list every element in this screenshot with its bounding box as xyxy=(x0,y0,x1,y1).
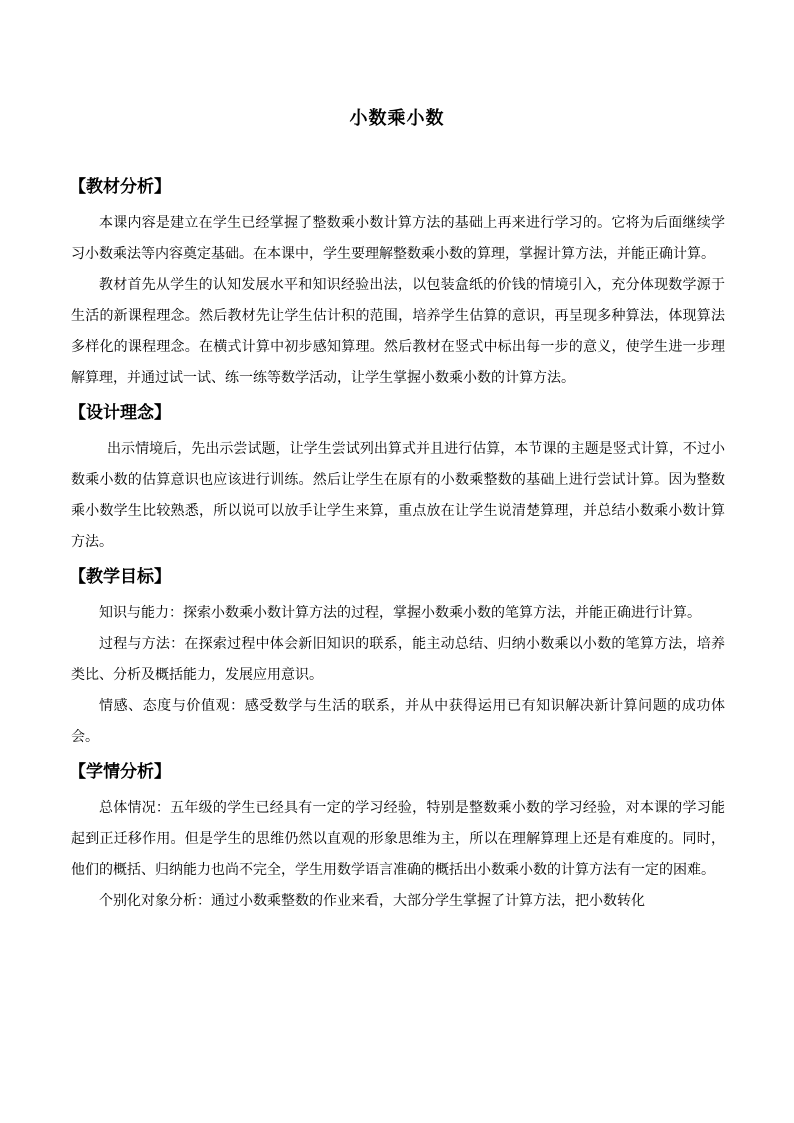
page-title: 小数乘小数 xyxy=(349,108,445,129)
paragraph: 过程与方法：在探索过程中体会新旧知识的联系，能主动总结、归纳小数乘以小数的笔算方法，培养类比、分析及概括能力，发展应用意识。 xyxy=(71,636,725,683)
paragraph: 总体情况：五年级的学生已经具有一定的学习经验，特别是整数乘小数的学习经验，对本课的学习能起到正迁移作用。但是学生的思维仍然以直观的形象思维为主，所以在理解算理上还是有难度的。同时，他们的概括、归纳能力也尚不完全，学生用数学语言准确的概括出小数乘小数的计算方法有一定的困难。 xyxy=(71,800,725,878)
paragraph: 情感、态度与价值观：感受数学与生活的联系，并从中获得运用已有知识解决新计算问题的成功体会。 xyxy=(71,698,725,745)
paragraph: 出示情境后，先出示尝试题，让学生尝试列出算式并且进行估算，本节课的主题是竖式计算，不过小数乘小数的估算意识也应该进行训练。然后让学生在原有的小数乘整数的基础上进行尝试计算。因为整数乘小数学生比较熟悉，所以说可以放手让学生来算，重点放在让学生说清楚算理，并总结小数乘小数计算方法。 xyxy=(71,441,725,550)
section-teaching-goals xyxy=(71,564,725,753)
section-heading: 【设计理念】 xyxy=(69,403,171,423)
section-student-analysis xyxy=(71,759,725,917)
section-heading: 【教材分析】 xyxy=(69,177,171,197)
paragraph: 知识与能力：探索小数乘小数计算方法的过程，掌握小数乘小数的笔算方法，并能正确进行计算。 xyxy=(99,605,701,621)
section-heading: 【学情分析】 xyxy=(69,762,171,782)
document-body xyxy=(71,168,725,917)
section-textbook-analysis xyxy=(71,174,725,394)
paragraph: 本课内容是建立在学生已经掌握了整数乘小数计算方法的基础上再来进行学习的。它将为后面继续学习小数乘法等内容奠定基础。在本课中，学生要理解整数乘小数的算理，掌握计算方法，并能正确计算。 xyxy=(71,215,725,262)
paragraph: 教材首先从学生的认知发展水平和知识经验出法，以包装盒纸的价钱的情境引入，充分体现数学源于生活的新课程理念。然后教材先让学生估计积的范围，培养学生估算的意识，再呈现多种算法，体现算法多样化的课程理念。在横式计算中初步感知算理。然后教材在竖式中标出每一步的意义，使学生进一步理解算理，并通过试一试、练一练等数学活动，让学生掌握小数乘小数的计算方法。 xyxy=(71,277,725,386)
paragraph: 个别化对象分析：通过小数乘整数的作业来看，大部分学生掌握了计算方法，把小数转化 xyxy=(99,893,645,909)
section-heading: 【教学目标】 xyxy=(69,567,171,587)
section-design-concept xyxy=(71,400,725,558)
